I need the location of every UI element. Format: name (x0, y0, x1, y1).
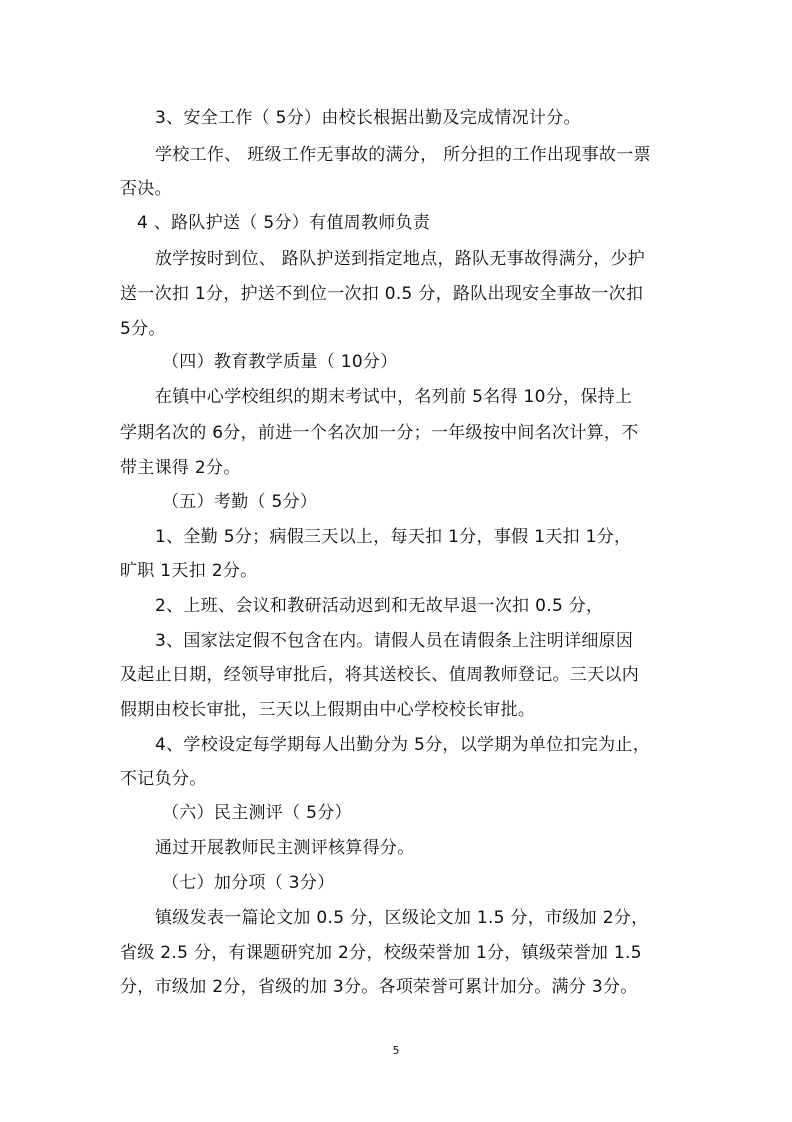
text-line: 不记负分。 (120, 769, 207, 789)
text-line: 分，市级加 2分，省级的加 3分。各项荣誉可累计加分。满分 3分。 (120, 977, 638, 997)
text-line: 旷职 1天扣 2分。 (120, 561, 258, 581)
text-line: 3、安全工作（ 5分）由校长根据出勤及完成情况计分。 (155, 108, 581, 128)
text-line: 假期由校长审批，三天以上假期由中心学校校长审批。 (120, 700, 536, 720)
section-heading: （六）民主测评（ 5分） (162, 803, 352, 823)
text-line: 通过开展教师民主测评核算得分。 (155, 838, 415, 858)
text-line: 及起止日期，经领导审批后，将其送校长、值周教师登记。三天以内 (120, 665, 639, 685)
text-line: 学期名次的 6分，前进一个名次加一分；一年级按中间名次计算，不 (120, 423, 639, 443)
section-heading: （四）教育教学质量（ 10分） (162, 352, 398, 372)
text-line: 4、学校设定每学期每人出勤分为 5分，以学期为单位扣完为止， (155, 735, 651, 755)
text-line: 3、国家法定假不包含在内。请假人员在请假条上注明详细原因 (155, 631, 634, 651)
text-line: 在镇中心学校组织的期末考试中，名列前 5名得 10分，保持上 (155, 387, 633, 407)
text-line: 带主课得 2分。 (120, 458, 241, 478)
text-line: 放学按时到位、 路队护送到指定地点，路队无事故得满分，少护 (155, 249, 646, 269)
text-line: 5分。 (120, 319, 166, 339)
page-number: 5 (392, 1044, 400, 1057)
text-line: 1、全勤 5分；病假三天以上，每天扣 1分，事假 1天扣 1分， (155, 527, 632, 547)
text-line: 镇级发表一篇论文加 0.5 分，区级论文加 1.5 分，市级加 2分， (155, 908, 649, 928)
section-heading: （七）加分项（ 3分） (162, 873, 335, 893)
text-line: 2、上班、会议和教研活动迟到和无故早退一次扣 0.5 分， (155, 596, 604, 616)
text-line: 4 、路队护送（ 5分）有值周教师负责 (137, 213, 431, 233)
text-line: 否决。 (120, 179, 172, 199)
text-line: 省级 2.5 分，有课题研究加 2分，校级荣誉加 1分，镇级荣誉加 1.5 (120, 943, 642, 963)
section-heading: （五）考勤（ 5分） (162, 492, 318, 512)
text-line: 学校工作、 班级工作无事故的满分， 所分担的工作出现事故一票 (155, 145, 651, 165)
text-line: 送一次扣 1分，护送不到位一次扣 0.5 分，路队出现安全事故一次扣 (120, 284, 644, 304)
